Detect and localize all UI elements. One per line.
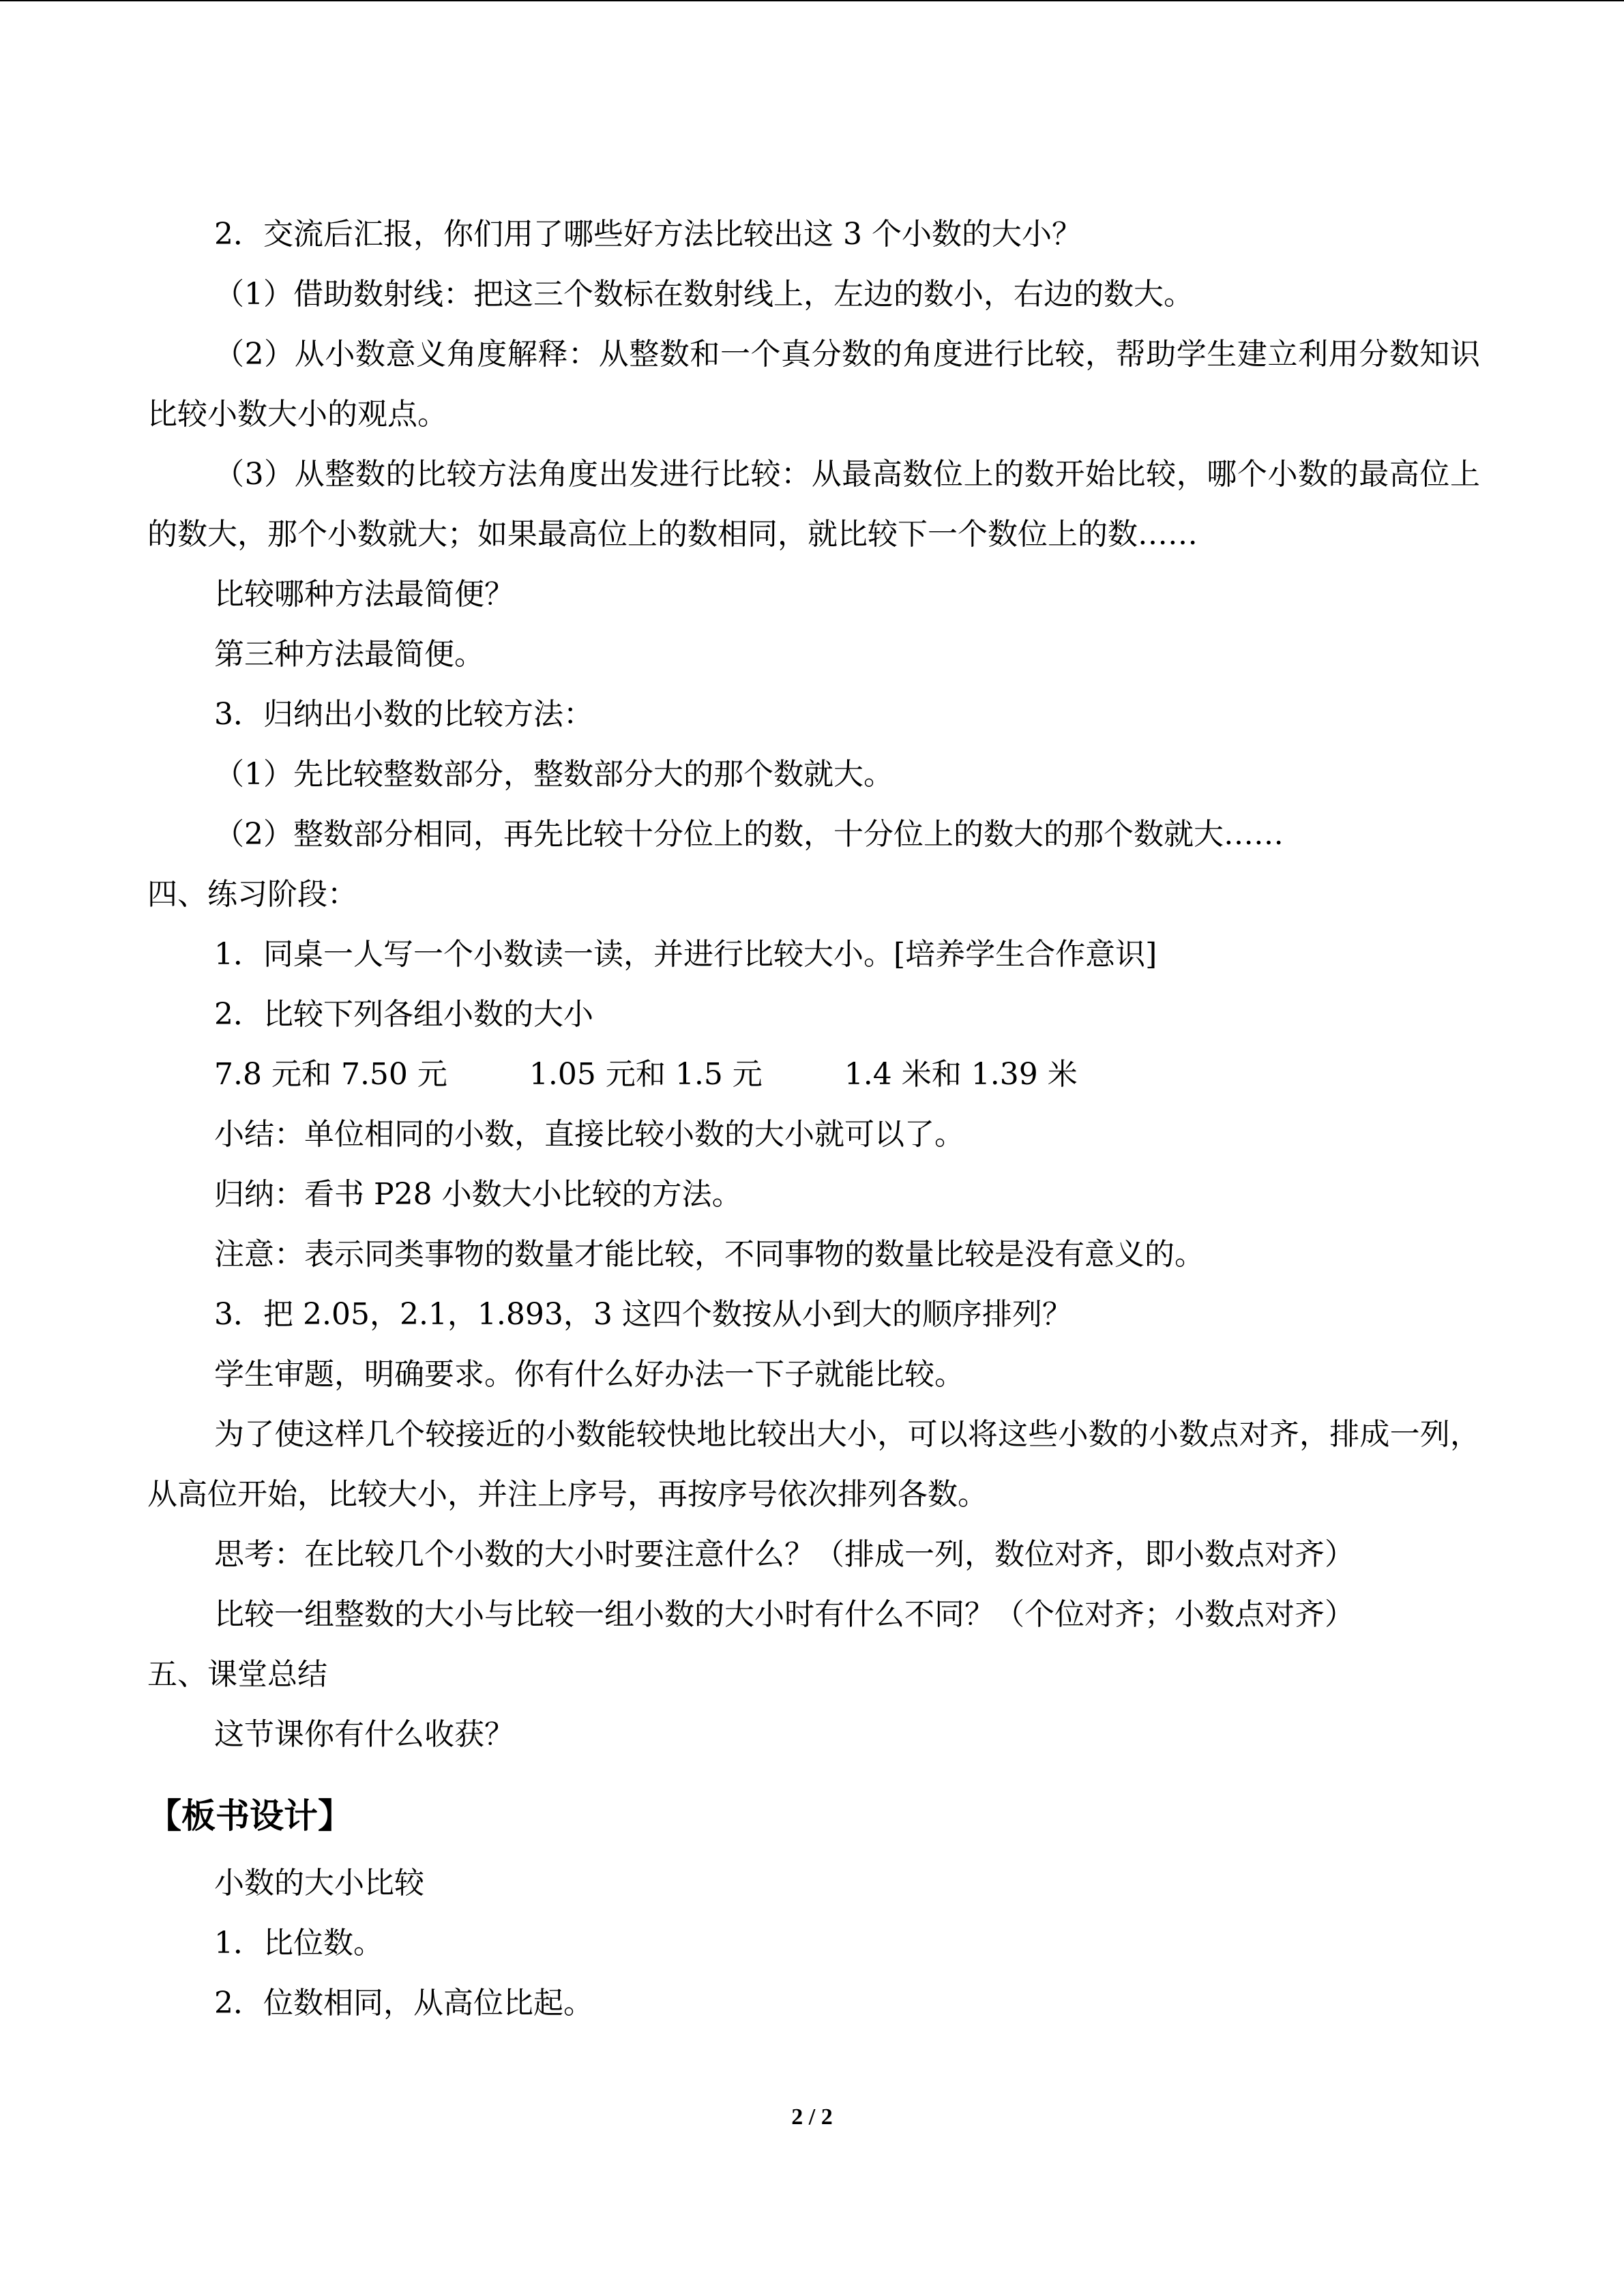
text-line: （2）整数部分相同，再先比较十分位上的数，十分位上的数大的那个数就大…… bbox=[214, 817, 1284, 852]
text-line: 3．把 2.05，2.1，1.893，3 这四个数按从小到大的顺序排列？ bbox=[214, 1297, 1072, 1332]
board-title: 小数的大小比较 bbox=[214, 1866, 424, 1900]
text-line: 2．比较下列各组小数的大小 bbox=[214, 997, 593, 1032]
board-item: 1．比位数。 bbox=[214, 1926, 383, 1960]
section-heading: 五、课堂总结 bbox=[147, 1657, 327, 1692]
page-number: 2 / 2 bbox=[791, 2104, 833, 2130]
section-heading: 四、练习阶段： bbox=[147, 877, 357, 912]
text-line: 这节课你有什么收获？ bbox=[214, 1717, 514, 1752]
text-paragraph: （3）从整数的比较方法角度出发进行比较：从最高数位上的数开始比较，哪个小数的最高位上的数大，那个小数就大；如果最高位上的数相同，就比较下一个数位上的数…… bbox=[147, 457, 1480, 552]
text-line: 小结：单位相同的小数，直接比较小数的大小就可以了。 bbox=[214, 1117, 964, 1152]
comparison-row bbox=[147, 1045, 1480, 1105]
text-line: 1．同桌一人写一个小数读一读，并进行比较大小。[培养学生合作意识] bbox=[214, 937, 1157, 972]
page-content bbox=[147, 205, 1480, 2033]
comparison-item: 7.8 元和 7.50 元 bbox=[214, 1057, 447, 1092]
text-line: （1）先比较整数部分，整数部分大的那个数就大。 bbox=[214, 757, 894, 792]
text-line: 2．交流后汇报，你们用了哪些好方法比较出这 3 个小数的大小？ bbox=[214, 217, 1082, 252]
text-line: 3．归纳出小数的比较方法： bbox=[214, 697, 593, 732]
text-line: 比较一组整数的大小与比较一组小数的大小时有什么不同？（个位对齐；小数点对齐） bbox=[214, 1597, 1355, 1632]
text-line: 比较哪种方法最简便？ bbox=[214, 577, 514, 612]
text-line: 第三种方法最简便。 bbox=[214, 637, 484, 672]
board-design-heading: 【板书设计】 bbox=[147, 1796, 352, 1836]
text-line: 思考：在比较几个小数的大小时要注意什么？（排成一列，数位对齐，即小数点对齐） bbox=[214, 1537, 1355, 1572]
text-paragraph: 为了使这样几个较接近的小数能较快地比较出大小，可以将这些小数的小数点对齐，排成一列，从高位开始，比较大小，并注上序号，再按序号依次排列各数。 bbox=[147, 1417, 1480, 1512]
text-line: 学生审题，明确要求。你有什么好办法一下子就能比较。 bbox=[214, 1357, 964, 1392]
comparison-item: 1.05 元和 1.5 元 bbox=[529, 1057, 763, 1092]
text-line: 注意：表示同类事物的数量才能比较，不同事物的数量比较是没有意义的。 bbox=[214, 1237, 1205, 1272]
text-line: 归纳：看书 P28 小数大小比较的方法。 bbox=[214, 1177, 742, 1212]
top-border-line bbox=[0, 0, 1624, 1]
comparison-item: 1.4 米和 1.39 米 bbox=[844, 1057, 1078, 1092]
text-line: （1）借助数射线：把这三个数标在数射线上，左边的数小，右边的数大。 bbox=[214, 277, 1194, 312]
text-paragraph: （2）从小数意义角度解释：从整数和一个真分数的角度进行比较，帮助学生建立利用分数知识比较小数大小的观点。 bbox=[147, 337, 1480, 432]
board-item: 2．位数相同，从高位比起。 bbox=[214, 1986, 593, 2021]
